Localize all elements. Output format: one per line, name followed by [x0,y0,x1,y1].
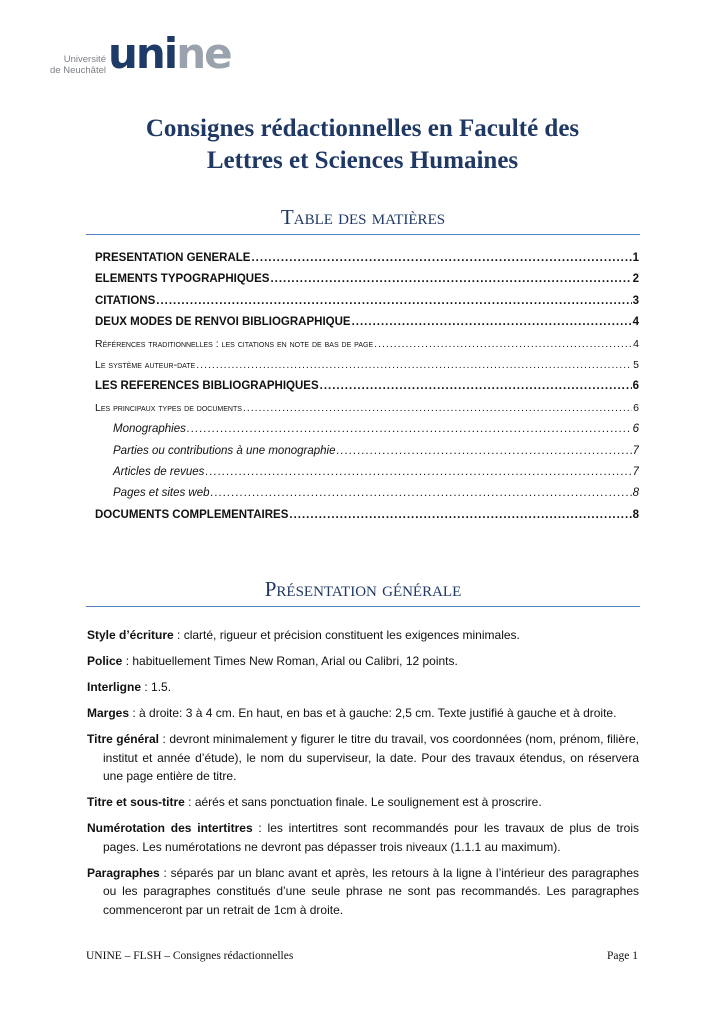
section-body [87,626,639,927]
paragraph: Marges : à droite: 3 à 4 cm. En haut, en bas et à gauche: 2,5 cm. Texte justifié à gauche et à droite. [87,706,617,720]
toc-entry[interactable]: DEUX MODES DE RENVOI BIBLIOGRAPHIQUE ..... 4 [95,316,639,337]
page-footer [86,950,638,962]
toc-entry[interactable]: Articles de revues ..... 7 [95,466,639,487]
toc-entry[interactable]: CITATIONS ..... 3 [95,295,639,316]
toc-entry[interactable]: Monographies ..... 6 [95,423,639,444]
paragraph: Interligne : 1.5. [87,680,172,694]
paragraph: Titre et sous-titre : aérés et sans ponctuation finale. Le soulignement est à proscrire. [87,795,542,809]
section-heading: Présentation générale [86,576,640,607]
toc-entry[interactable]: PRÉSENTATION GÉNÉRALE ..... 1 [95,252,639,273]
toc-entry[interactable]: LES RÉFÉRENCES BIBLIOGRAPHIQUES ..... 6 [95,380,639,401]
toc-heading: Table des matières [86,204,640,235]
toc-entry[interactable]: Le système auteur-date ..... 5 [95,359,639,380]
toc-entry[interactable]: Parties ou contributions à une monographie ..... 7 [95,445,639,466]
toc-entry[interactable]: ELÉMENTS TYPOGRAPHIQUES ..... 2 [95,273,639,294]
table-of-contents [95,252,639,530]
toc-entry[interactable]: DOCUMENTS COMPLÉMENTAIRES ..... 8 [95,509,639,530]
paragraph: Style d’écriture : clarté, rigueur et précision constituent les exigences minimales. [87,628,520,642]
logo-caption: Université de Neuchâtel [50,54,106,76]
paragraph: Numérotation des intertitres : les intertitres sont recommandés pour les travaux de plus de trois pages. Les numérotations ne devront pas dépasser trois niveaux (1.1.1 au maximum). [87,821,639,854]
toc-entry[interactable]: Références traditionnelles : les citations en note de bas de page ..... 4 [95,338,639,359]
page-number: Page 1 [607,950,638,962]
document-title: Consignes rédactionnelles en Faculté des Lettres et Sciences Humaines [145,115,580,174]
logo-wordmark: unine [108,29,231,78]
paragraph: Paragraphes : séparés par un blanc avant et après, les retours à la ligne à l’intérieur des paragraphes ou les paragraphes constitués d’une seule phrase ne sont pas recommandés. Les paragraphes commenceront par un retrait de 1cm à droite. [87,865,639,917]
toc-entry[interactable]: Les principaux types de documents ..... 6 [95,402,639,423]
toc-entry[interactable]: Pages et sites web ..... 8 [95,487,639,508]
footer-title: UNINE – FLSH – Consignes rédactionnelles [86,950,294,962]
paragraph: Titre général : devront minimalement y figurer le titre du travail, vos coordonnées (nom, prénom, filière, institut et année d’étude), le nom du superviseur, la date. Pour des travaux étendus, on réservera une page entière de titre. [87,732,639,783]
paragraph: Police : habituellement Times New Roman, Arial ou Calibri, 12 points. [87,654,458,668]
